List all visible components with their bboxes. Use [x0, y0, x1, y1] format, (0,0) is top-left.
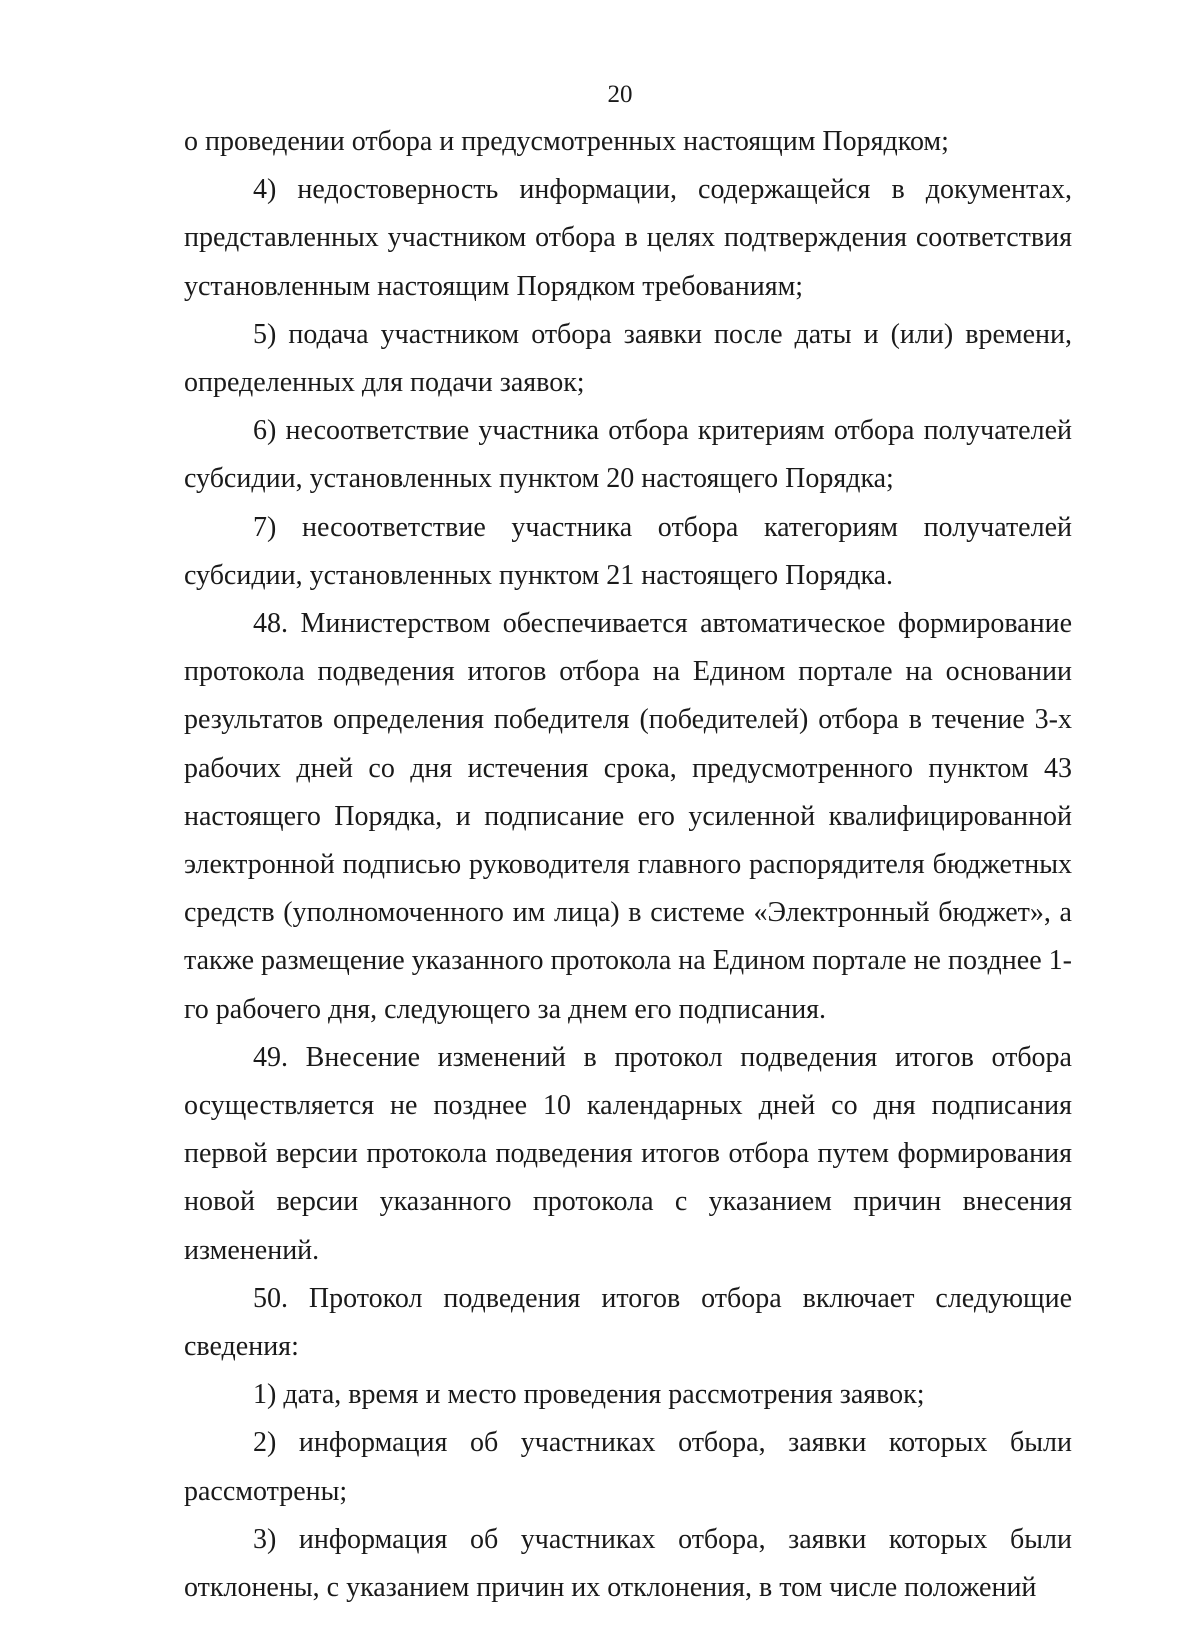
list-item-6: 6) несоответствие участника отбора критериям отбора получателей субсидии, установленных пунктом 20 настоящего Порядка;: [184, 415, 1072, 495]
clause-49: 49. Внесение изменений в протокол подведения итогов отбора осуществляется не позднее 10 календарных дней со дня подписания первой версии протокола подведения итогов отбора путем формирования новой версии указанного протокола с указанием причин внесения изменений.: [184, 1041, 1072, 1266]
page-number: 20: [607, 81, 633, 108]
clause-50: 50. Протокол подведения итогов отбора включает следующие сведения:: [184, 1282, 1072, 1363]
list-item-7: 7) несоответствие участника отбора категориям получателей субсидии, установленных пунктом 21 настоящего Порядка.: [184, 511, 1072, 591]
document-body: [184, 118, 1072, 1612]
paragraph-continuation: о проведении отбора и предусмотренных настоящим Порядком;: [184, 126, 949, 157]
protocol-item-3: 3) информация об участниках отбора, заявки которых были отклонены, с указанием причин их отклонения, в том числе положений: [184, 1523, 1072, 1604]
list-item-5: 5) подача участником отбора заявки после даты и (или) времени, определенных для подачи заявок;: [184, 318, 1072, 399]
list-item-4: 4) недостоверность информации, содержащейся в документах, представленных участником отбора в целях подтверждения соответствия установленным настоящим Порядком требованиям;: [184, 174, 1072, 302]
clause-48: 48. Министерством обеспечивается автоматическое формирование протокола подведения итогов отбора на Едином портале на основании результатов определения победителя (победителей) отбора в течение 3-х рабочих дней со дня истечения срока, предусмотренного пунктом 43 настоящего Порядка, и подписание его усиленной квалифицированной электронной подписью руководителя главного распорядителя бюджетных средств (уполномоченного им лица) в системе «Электронный бюджет», а также размещение указанного протокола на Едином портале не позднее 1-го рабочего дня, следующего за днем его подписания.: [184, 608, 1072, 1025]
protocol-item-2: 2) информация об участниках отбора, заявки которых были рассмотрены;: [184, 1427, 1072, 1507]
protocol-item-1: 1) дата, время и место проведения рассмотрения заявок;: [253, 1379, 925, 1411]
